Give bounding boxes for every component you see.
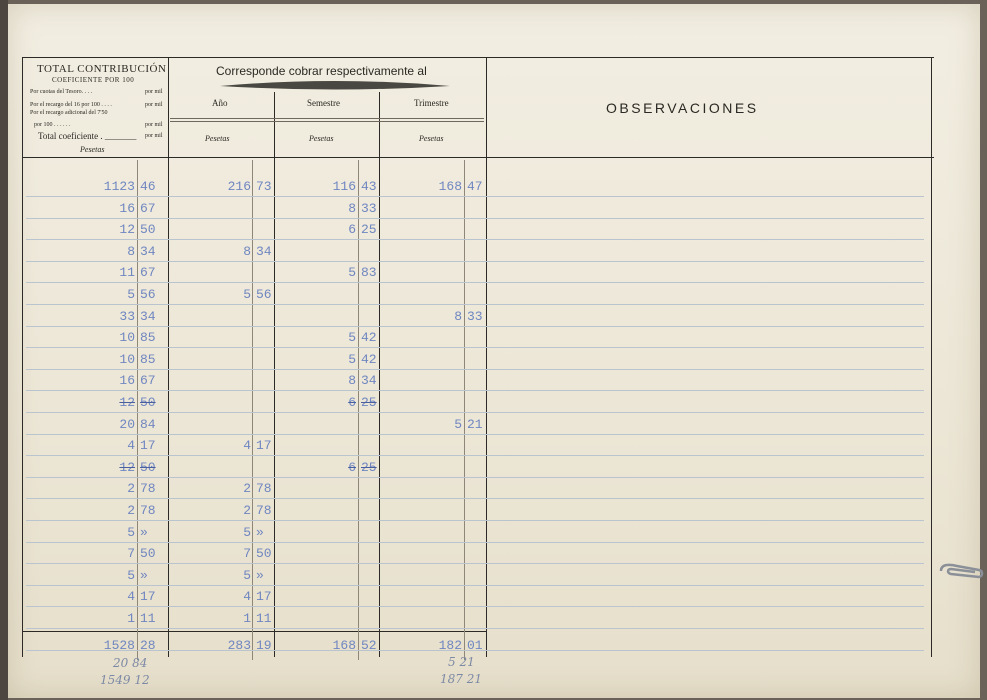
pesetas-label-1: Pesetas bbox=[80, 145, 105, 154]
semestre-centimos: 33 bbox=[361, 200, 377, 216]
total-centimos: 78 bbox=[140, 503, 156, 518]
total-pesetas: 33 bbox=[119, 308, 135, 324]
total-pesetas: 4 bbox=[127, 438, 135, 454]
ano-pesetas: 5 bbox=[243, 524, 251, 540]
trimestre-pesetas: 5 bbox=[454, 416, 462, 432]
ano-pesetas: 5 bbox=[243, 287, 251, 302]
ruled-line bbox=[26, 412, 924, 413]
semestre-pesetas: 6 bbox=[348, 395, 356, 410]
ano-pesetas: 2 bbox=[243, 503, 251, 518]
trimestre-centimos: 33 bbox=[467, 308, 483, 324]
handwritten-note-4: 187 21 bbox=[440, 672, 482, 686]
ano-pesetas: 2 bbox=[243, 481, 251, 497]
total-pesetas: 12 bbox=[119, 222, 135, 238]
ruled-line bbox=[26, 218, 924, 219]
coef-line-2: Por el recargo del 16 por 100 . . . . bbox=[30, 102, 112, 108]
total-pesetas: 4 bbox=[127, 589, 135, 605]
sub-header-line-2 bbox=[170, 121, 484, 122]
semestre-centimos: 52 bbox=[361, 638, 377, 653]
total-centimos: 67 bbox=[140, 200, 156, 216]
coef-line-3: Por el recargo adicional del 7'50 bbox=[30, 110, 108, 116]
total-pesetas: 12 bbox=[119, 395, 135, 410]
ano-pesetas: 4 bbox=[243, 589, 251, 605]
frame-right bbox=[931, 57, 932, 657]
semestre-pesetas: 6 bbox=[348, 459, 356, 475]
total-centimos: 11 bbox=[140, 611, 156, 626]
ano-pesetas: 283 bbox=[227, 638, 251, 653]
handwritten-note-1: 20 84 bbox=[113, 656, 148, 670]
total-centimos: 17 bbox=[140, 589, 156, 605]
trimestre-centimos: 21 bbox=[467, 416, 483, 432]
total-centimos: 67 bbox=[140, 265, 156, 281]
total-centimos: 34 bbox=[140, 308, 156, 324]
coef-line-1: Por cuotas del Tesoro. . . . bbox=[30, 89, 93, 95]
trimestre-pesetas: 8 bbox=[454, 308, 462, 324]
semestre-pesetas: 5 bbox=[348, 351, 356, 367]
semestre-pesetas: 8 bbox=[348, 200, 356, 216]
total-pesetas: 10 bbox=[119, 351, 135, 367]
sub-header-line bbox=[170, 118, 484, 119]
frame-top bbox=[22, 57, 934, 58]
book-spine bbox=[0, 0, 8, 700]
handwritten-note-2: 1549 12 bbox=[100, 673, 150, 687]
semestre-pesetas: 6 bbox=[348, 222, 356, 238]
total-pesetas: 5 bbox=[127, 287, 135, 302]
semestre-centimos: 83 bbox=[361, 265, 377, 281]
ruled-line bbox=[26, 455, 924, 456]
ano-pesetas: 1 bbox=[243, 611, 251, 626]
ruled-line bbox=[26, 261, 924, 262]
ano-centimos: 73 bbox=[256, 179, 272, 194]
ruled-line bbox=[26, 606, 924, 607]
semestre-pesetas: 8 bbox=[348, 373, 356, 389]
total-pesetas: 10 bbox=[119, 330, 135, 346]
frame-left bbox=[22, 57, 23, 657]
total-centimos: 50 bbox=[140, 546, 156, 562]
total-centimos: 17 bbox=[140, 438, 156, 454]
ruled-line bbox=[26, 477, 924, 478]
corresponde-flourish bbox=[220, 79, 450, 93]
semestre-centimos: 25 bbox=[361, 395, 377, 410]
total-pesetas: 1 bbox=[127, 611, 135, 626]
col-divider-4 bbox=[486, 57, 487, 657]
total-centimos: 84 bbox=[140, 416, 156, 432]
semestre-pesetas: 5 bbox=[348, 265, 356, 281]
col-divider-3 bbox=[379, 92, 380, 657]
semestre-centimos: 25 bbox=[361, 459, 377, 475]
total-centimos: 46 bbox=[140, 179, 156, 194]
total-centimos: 50 bbox=[140, 459, 156, 475]
total-pesetas: 2 bbox=[127, 503, 135, 518]
total-centimos: 50 bbox=[140, 222, 156, 238]
col-trimestre: Trimestre bbox=[414, 98, 449, 108]
ano-centimos: 17 bbox=[256, 589, 272, 605]
ano-centimos: 78 bbox=[256, 481, 272, 497]
total-pesetas: 1528 bbox=[103, 638, 135, 653]
ano-pesetas: 8 bbox=[243, 243, 251, 259]
paper-clip-icon bbox=[937, 560, 985, 582]
ano-centimos: » bbox=[256, 567, 264, 583]
col-semestre: Semestre bbox=[307, 98, 340, 108]
pesetas-label-4: Pesetas bbox=[419, 134, 444, 143]
semestre-pesetas: 168 bbox=[332, 638, 356, 653]
ano-centimos: 34 bbox=[256, 243, 272, 259]
total-centimos: 85 bbox=[140, 330, 156, 346]
total-centimos: » bbox=[140, 567, 148, 583]
total-pesetas: 8 bbox=[127, 243, 135, 259]
handwritten-note-3: 5 21 bbox=[448, 655, 475, 669]
semestre-centimos: 42 bbox=[361, 351, 377, 367]
total-pesetas: 1123 bbox=[103, 179, 135, 194]
total-coeficiente-label: Total coeficiente . _______ bbox=[38, 131, 137, 141]
trimestre-pesetas: 182 bbox=[438, 638, 462, 653]
total-pesetas: 5 bbox=[127, 524, 135, 540]
total-contribucion-title: TOTAL CONTRIBUCIÓN bbox=[37, 63, 167, 75]
ano-centimos: 78 bbox=[256, 503, 272, 518]
ruled-line bbox=[26, 628, 924, 629]
header-bottom bbox=[22, 157, 934, 158]
ruled-line bbox=[26, 585, 924, 586]
ruled-line bbox=[26, 542, 924, 543]
ruled-line bbox=[26, 347, 924, 348]
total-centimos: 85 bbox=[140, 351, 156, 367]
corresponde-title: Corresponde cobrar respectivamente al bbox=[216, 64, 427, 78]
ruled-line bbox=[26, 434, 924, 435]
trimestre-pesetas: 168 bbox=[438, 179, 462, 194]
ruled-line bbox=[26, 239, 924, 240]
coef-line-4-unit: por mil bbox=[145, 122, 163, 128]
ruled-line bbox=[26, 282, 924, 283]
semestre-centimos: 43 bbox=[361, 179, 377, 194]
pesetas-label-2: Pesetas bbox=[205, 134, 230, 143]
semestre-centimos: 25 bbox=[361, 222, 377, 238]
total-centimos: 67 bbox=[140, 373, 156, 389]
total-pesetas: 2 bbox=[127, 481, 135, 497]
ruled-line bbox=[26, 563, 924, 564]
ano-centimos: 56 bbox=[256, 287, 272, 302]
ano-pesetas: 7 bbox=[243, 546, 251, 562]
ano-centimos: 17 bbox=[256, 438, 272, 454]
col-divider-1 bbox=[168, 57, 169, 657]
total-pesetas: 12 bbox=[119, 459, 135, 475]
coef-line-1-unit: por mil bbox=[145, 89, 163, 95]
observaciones-title: OBSERVACIONES bbox=[606, 100, 759, 116]
ano-pesetas: 5 bbox=[243, 567, 251, 583]
coef-line-4: por 100 . . . . . . bbox=[34, 122, 71, 128]
semestre-centimos: 34 bbox=[361, 373, 377, 389]
total-pesetas: 5 bbox=[127, 567, 135, 583]
total-centimos: » bbox=[140, 524, 148, 540]
total-pesetas: 16 bbox=[119, 373, 135, 389]
total-pesetas: 11 bbox=[119, 265, 135, 281]
ano-centimos: » bbox=[256, 524, 264, 540]
total-centimos: 56 bbox=[140, 287, 156, 302]
semestre-centimos: 42 bbox=[361, 330, 377, 346]
total-centimos: 34 bbox=[140, 243, 156, 259]
pesetas-label-3: Pesetas bbox=[309, 134, 334, 143]
trimestre-centimos: 01 bbox=[467, 638, 483, 653]
ruled-line bbox=[26, 369, 924, 370]
total-coeficiente-unit: por mil bbox=[145, 133, 163, 139]
semestre-pesetas: 5 bbox=[348, 330, 356, 346]
ano-centimos: 50 bbox=[256, 546, 272, 562]
ruled-line bbox=[26, 390, 924, 391]
ruled-line bbox=[26, 304, 924, 305]
total-centimos: 78 bbox=[140, 481, 156, 497]
col-ano: Año bbox=[212, 98, 228, 108]
ano-centimos: 19 bbox=[256, 638, 272, 653]
ruled-line bbox=[26, 326, 924, 327]
ruled-line bbox=[26, 196, 924, 197]
total-centimos: 50 bbox=[140, 395, 156, 410]
coeficiente-label: COEFICIENTE POR 100 bbox=[52, 76, 135, 84]
col-divider-2 bbox=[274, 92, 275, 657]
trimestre-centimos: 47 bbox=[467, 179, 483, 194]
totals-top bbox=[22, 631, 487, 632]
total-centimos: 28 bbox=[140, 638, 156, 653]
ano-centimos: 11 bbox=[256, 611, 272, 626]
total-pesetas: 16 bbox=[119, 200, 135, 216]
ruled-line bbox=[26, 520, 924, 521]
ano-pesetas: 4 bbox=[243, 438, 251, 454]
ano-pesetas: 216 bbox=[227, 179, 251, 194]
total-pesetas: 20 bbox=[119, 416, 135, 432]
total-pesetas: 7 bbox=[127, 546, 135, 562]
semestre-pesetas: 116 bbox=[332, 179, 356, 194]
ruled-line bbox=[26, 498, 924, 499]
coef-line-2-unit: por mil bbox=[145, 102, 163, 108]
